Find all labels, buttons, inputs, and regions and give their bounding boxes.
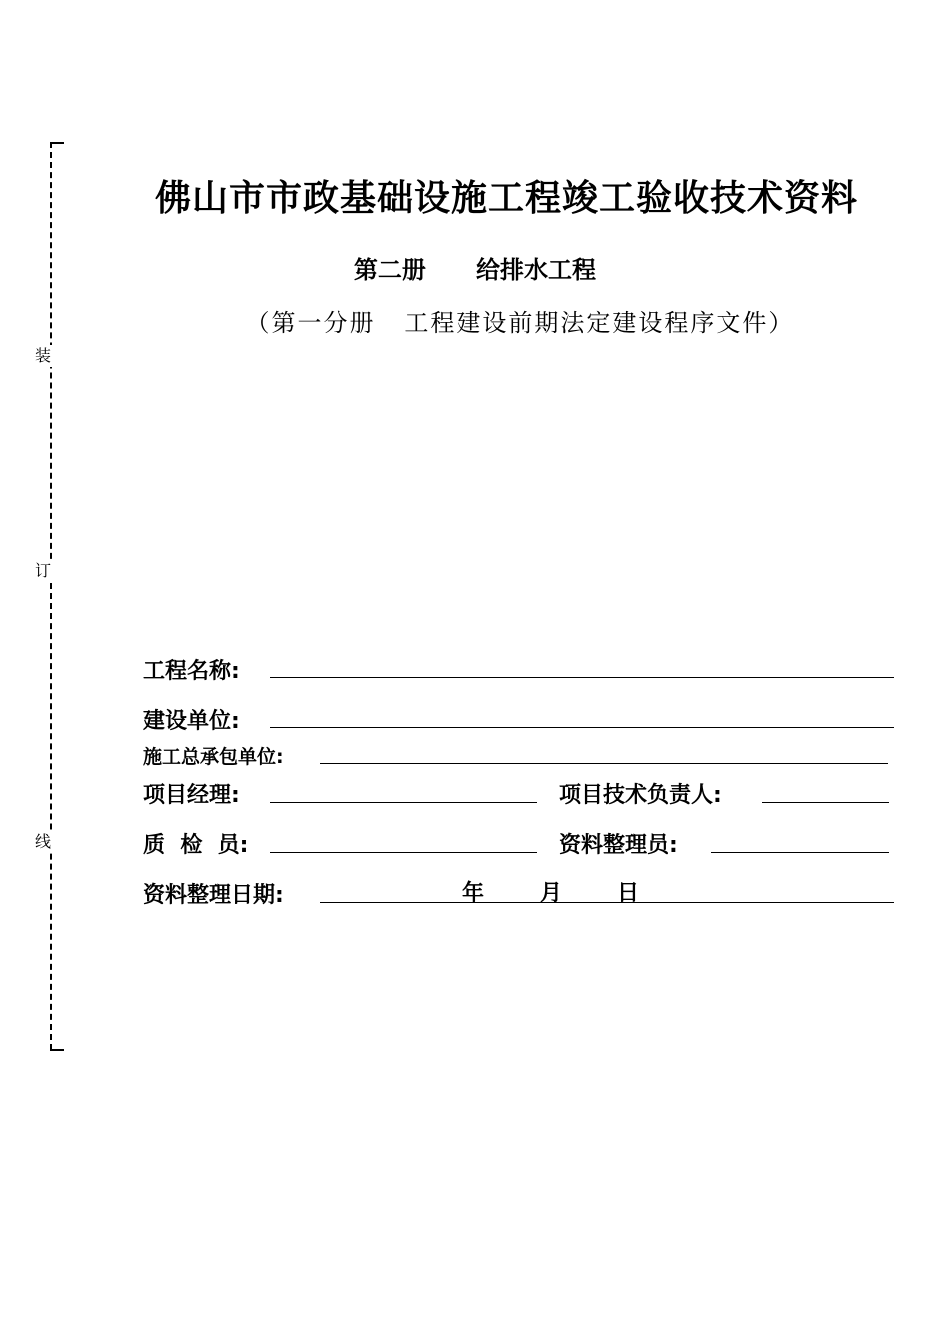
subvolume-title: （第一分册 工程建设前期法定建设程序文件）: [245, 309, 795, 337]
project-name-field[interactable]: [270, 677, 894, 678]
project-name-label: 工程名称:: [143, 659, 240, 684]
inspector-field[interactable]: [270, 852, 537, 853]
archivist-label: 资料整理员:: [559, 833, 678, 858]
project-manager-label: 项目经理:: [143, 783, 240, 808]
general-contractor-label: 施工总承包单位:: [143, 746, 284, 768]
tech-lead-label: 项目技术负责人:: [559, 783, 722, 808]
builder-field[interactable]: [270, 727, 894, 728]
binding-char-ding: 订: [34, 561, 51, 580]
project-manager-field[interactable]: [270, 802, 537, 803]
archive-date-label: 资料整理日期:: [143, 883, 284, 908]
document-title: 佛山市市政基础设施工程竣工验收技术资料: [155, 178, 859, 219]
binding-bottom-tick: [50, 1049, 64, 1051]
archivist-field[interactable]: [711, 852, 889, 853]
date-day-label: 日: [617, 881, 640, 906]
binding-top-tick: [50, 142, 64, 144]
inspector-label: 质 检 员:: [143, 833, 249, 858]
archive-date-field[interactable]: [320, 902, 894, 903]
tech-lead-field[interactable]: [762, 802, 889, 803]
general-contractor-field[interactable]: [320, 763, 888, 764]
binding-char-xian: 线: [34, 832, 51, 851]
date-month-label: 月: [540, 881, 563, 906]
volume-title: 第二册 给排水工程: [353, 256, 597, 284]
binding-char-zhuang: 装: [34, 346, 51, 365]
date-year-label: 年: [462, 881, 485, 906]
builder-label: 建设单位:: [143, 709, 240, 734]
